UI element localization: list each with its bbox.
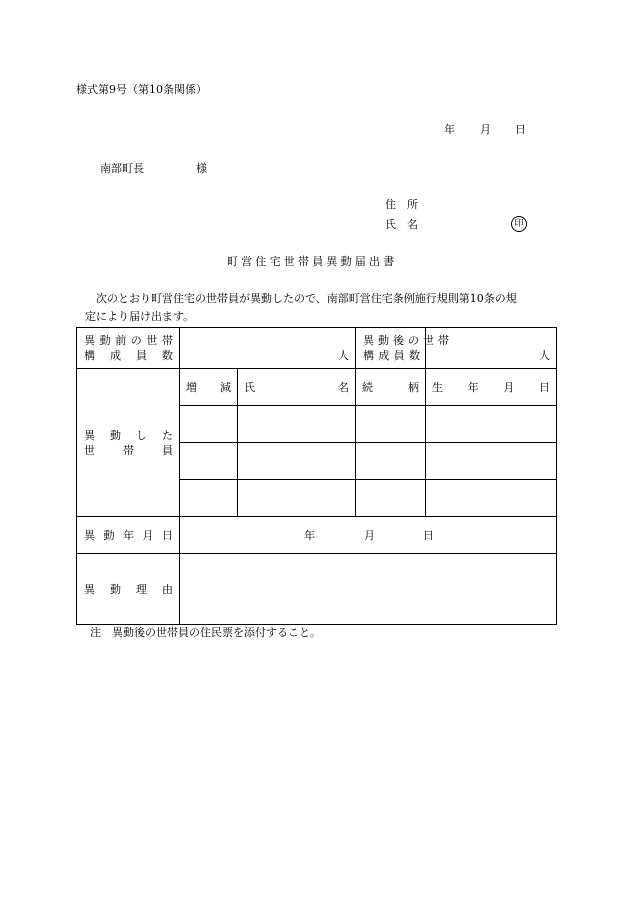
form-number: 様式第9号（第10条関係）: [76, 83, 207, 96]
after-label-line1: 異動後の世帯: [363, 334, 453, 347]
changed-members-header-row: [77, 369, 557, 406]
after-label-line2: 構 成 員 数: [363, 349, 420, 362]
date-day-label: 日: [515, 123, 526, 136]
intro-line-2: 定により届け出ます。: [85, 310, 195, 323]
after-count-label: [356, 328, 453, 369]
member-change-cell[interactable]: [180, 480, 238, 517]
attachment-note: 注 異動後の世帯員の住民票を添付すること。: [90, 626, 321, 639]
member-birthdate-cell[interactable]: [426, 480, 557, 517]
reason-row: [77, 554, 557, 625]
name-label: 氏 名: [385, 218, 418, 231]
change-date-row: [77, 517, 557, 554]
after-unit: 人: [539, 349, 550, 362]
member-change-cell[interactable]: [180, 406, 238, 443]
form-table: [76, 327, 557, 625]
change-date-value[interactable]: [180, 517, 557, 554]
seal-mark: 印: [511, 216, 527, 232]
addressee-name: 南部町長: [100, 162, 144, 175]
before-label-line2: 構 成 員 数: [84, 349, 173, 362]
reason-label: 異 動 理 由: [77, 554, 180, 625]
col-header-relation: 続 柄: [356, 369, 426, 406]
document-title: 町営住宅世帯員異動届出書: [227, 255, 398, 268]
member-birthdate-cell[interactable]: [426, 406, 557, 443]
address-label: 住 所: [385, 198, 418, 211]
changed-label-line1: 異 動 し た: [84, 428, 173, 442]
member-relation-cell[interactable]: [356, 406, 426, 443]
member-relation-cell[interactable]: [356, 480, 426, 517]
change-date-day: 日: [423, 528, 434, 542]
before-count-value[interactable]: [180, 328, 356, 369]
col-header-name: 氏 名: [238, 369, 356, 406]
reason-value[interactable]: [180, 554, 557, 625]
before-unit: 人: [338, 349, 349, 362]
member-birthdate-cell[interactable]: [426, 443, 557, 480]
before-count-label: [77, 328, 180, 369]
col-header-change: 増 減: [180, 369, 238, 406]
change-date-year: 年: [304, 528, 315, 542]
change-date-label: 異 動 年 月 日: [77, 517, 180, 554]
change-date-month: 月: [364, 528, 375, 542]
col-header-birthdate: 生 年 月 日: [426, 369, 557, 406]
before-label-line1: 異 動 前 の 世 帯: [84, 334, 173, 347]
member-name-cell[interactable]: [238, 480, 356, 517]
date-year-label: 年: [444, 123, 455, 136]
member-relation-cell[interactable]: [356, 443, 426, 480]
changed-members-label: [77, 369, 180, 517]
date-month-label: 月: [480, 123, 491, 136]
member-change-cell[interactable]: [180, 443, 238, 480]
member-name-cell[interactable]: [238, 443, 356, 480]
changed-label-line2: 世 帯 員: [84, 443, 173, 457]
member-name-cell[interactable]: [238, 406, 356, 443]
member-count-row: [77, 328, 557, 369]
addressee-honorific: 様: [196, 162, 207, 175]
intro-line-1: 次のとおり町営住宅の世帯員が異動したので、南部町営住宅条例施行規則第10条の規: [96, 292, 517, 305]
